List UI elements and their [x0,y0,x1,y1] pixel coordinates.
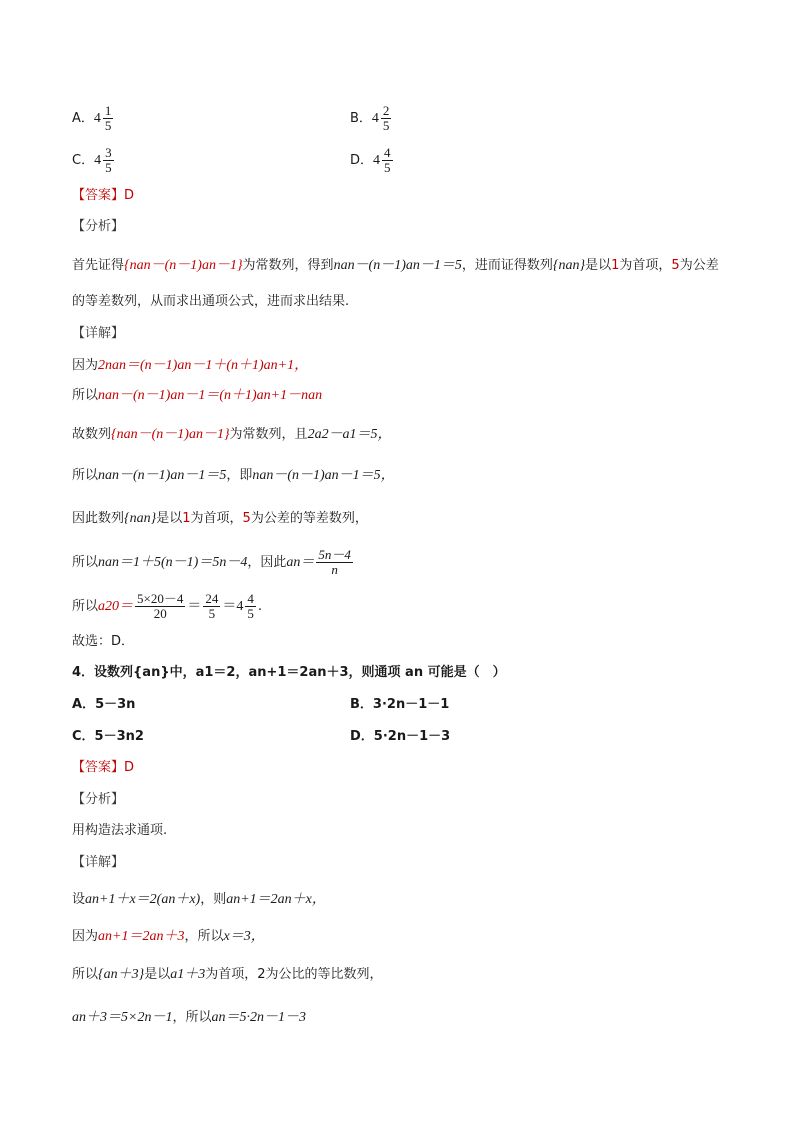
q3-option-c: C．4 $\frac{3}{5}$ [72,145,112,175]
q3-detail-line7: 所以a20＝ $\frac{5\times 20-4}{20}$ ＝ $\frac{24}{5}$ ＝4 $\frac{4}{5}$ . [72,591,262,621]
q4-option-a: A．5－3n [72,697,136,712]
q4-option-d: D．5·2n－1－3 [350,729,451,744]
q3-analysis-tag: 【分析】 [72,219,125,234]
q3-detail-line1: 因为2nan＝(n－1)an－1＋(n＋1)an+1， [72,358,309,373]
q3-answer: 【答案】D [72,188,135,203]
q4-analysis: 用构造法求通项. [72,823,168,838]
q3-analysis-line2: 的等差数列，从而求出通项公式，进而求出结果. [72,294,350,309]
q4-title: 4．设数列{an}中，a1＝2，an+1＝2an＋3，则通项 an 可能是（ ） [72,665,506,680]
fraction: $\frac{5\times 20-4}{20}$ [137,591,184,621]
q3-detail-line8: 故选：D． [72,634,135,649]
q4-detail-tag: 【详解】 [72,855,125,870]
q3-detail-line2: 所以nan－(n－1)an－1＝(n＋1)an+1－nan [72,388,323,403]
fraction: $\frac{5n-4}{n}$ [318,547,351,577]
fraction: $\frac{4}{5}$ [384,145,391,175]
fraction: $\frac{4}{5}$ [247,591,254,621]
q3-detail-line4: 所以nan－(n－1)an－1＝5，即nan－(n－1)an－1＝5， [72,468,395,483]
q4-option-c: C．5－3n2 [72,729,144,744]
q3-option-d: D．4 $\frac{4}{5}$ [350,145,391,175]
q3-detail-tag: 【详解】 [72,326,125,341]
q4-detail-line2: 因为an+1＝2an＋3，所以x＝3， [72,929,265,944]
fraction: $\frac{3}{5}$ [105,145,112,175]
q4-detail-line1: 设an+1＋x＝2(an＋x)，则an+1＝2an＋x， [72,892,326,907]
fraction: $\frac{2}{5}$ [382,103,390,133]
q4-answer: 【答案】D [72,760,135,775]
q3-detail-line3: 故数列{nan－(n－1)an－1}为常数列，且2a2－a1＝5， [72,427,392,442]
q3-detail-line5: 因此数列{nan}是以1为首项，5为公差的等差数列， [72,511,368,526]
q4-detail-line3: 所以{an＋3}是以a1＋3为首项，2为公比的等比数列， [72,967,383,982]
q4-analysis-tag: 【分析】 [72,792,125,807]
q4-detail-line4: an＋3＝5×2n－1，所以an＝5·2n－1－3 [72,1010,306,1025]
fraction: $\frac{1}{5}$ [104,103,112,133]
q3-option-b: B．4 $\frac{2}{5}$ [350,103,390,133]
q3-detail-line6: 所以nan＝1＋5(n－1)＝5n－4，因此an＝ $\frac{5n-4}{n}$ [72,547,351,577]
fraction: $\frac{24}{5}$ [205,591,219,621]
q3-analysis-line1: 首先证得{nan－(n－1)an－1}为常数列，得到nan－(n－1)an－1＝5，进而证得数列{nan}是以1为首项，5为公差 [72,258,719,273]
q4-option-b: B．3·2n－1－1 [350,697,450,712]
q3-option-a: A．4 $\frac{1}{5}$ [72,103,112,133]
